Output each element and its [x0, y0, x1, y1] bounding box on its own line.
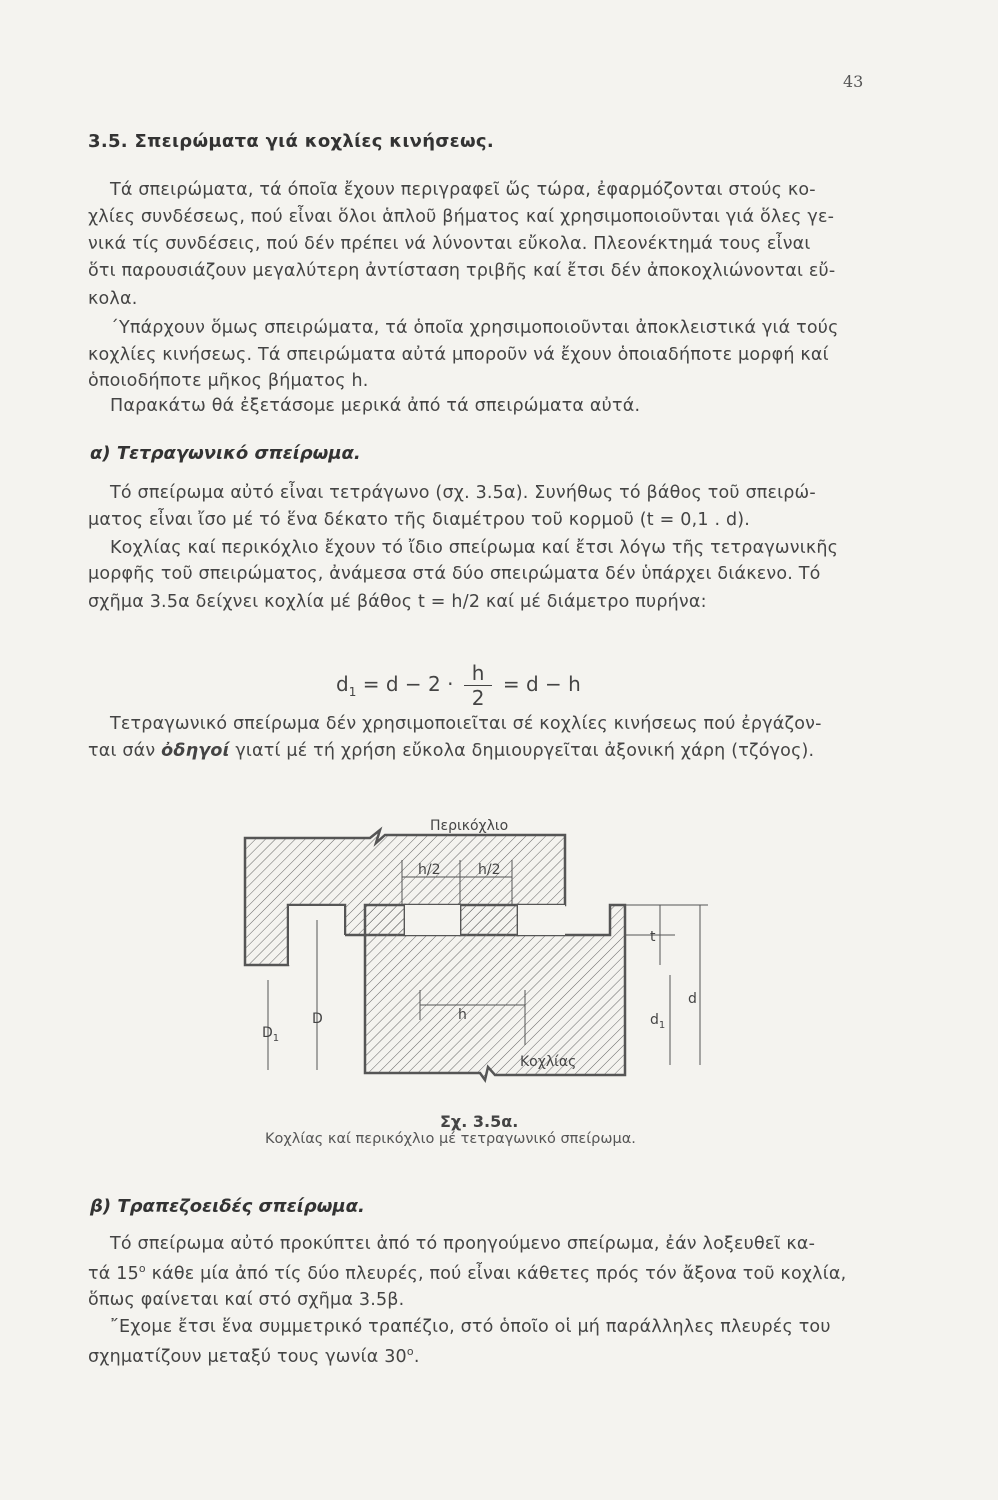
square-line: Κοχλίας καί περικόχλιο ἔχουν τό ἴδιο σπείρωμα καί ἔτσι λόγω τῆς τετραγωνικῆς	[110, 538, 839, 558]
emphasis-odigoi: ὀδηγοί	[161, 741, 230, 761]
text-segment: .	[413, 1346, 420, 1367]
intro-line: Τά σπειρώματα, τά όποῖα ἔχουν περιγραφεῖ ὥς τώρα, ἐφαρμόζονται στούς κο-	[110, 180, 816, 200]
intro-line: χλίες συνδέσεως, πού εἶναι ὅλοι ἁπλοῦ βήματος καί χρησιμοποιοῦνται γιά ὅλες γε-	[88, 207, 835, 227]
label-D1: $D_1$	[262, 1025, 280, 1044]
text-segment: γιατί μέ τή χρήση εὔκολα δημιουργεῖται ἀξονική χάρη (τζόγος).	[229, 741, 815, 761]
page-number: 43	[843, 72, 864, 91]
square-after-line: Τετραγωνικό σπείρωμα δέν χρησιμοποιεῖται σέ κοχλίες κινήσεως πού ἐργάζον-	[110, 714, 822, 734]
figure-caption-number: Σχ. 3.5α.	[440, 1112, 519, 1131]
label-d1: $d_1$	[650, 1012, 666, 1031]
formula-lhs: d	[336, 672, 349, 696]
formula-rhs: = d − h	[502, 672, 581, 696]
square-line: μορφῆς τοῦ σπειρώματος, ἀνάμεσα στά δύο σπειρώματα δέν ὑπάρχει διάκενο. Τό	[88, 564, 821, 584]
trapezoid-line: Τό σπείρωμα αὐτό προκύπτει ἀπό τό προηγούμενο σπείρωμα, ἐάν λοξευθεῖ κα-	[110, 1234, 816, 1254]
square-line: σχῆμα 3.5α δείχνει κοχλία μέ βάθος t = h/2 καί μέ διάμετρο πυρήνα:	[88, 592, 707, 612]
trapezoid-line: ὅπως φαίνεται καί στό σχῆμα 3.5β.	[88, 1290, 405, 1310]
formula-middle: = d − 2 ·	[362, 672, 454, 696]
intro-line: ὁποιοδήποτε μῆκος βήματος h.	[88, 371, 369, 391]
trapezoid-line	[88, 1262, 846, 1284]
formula-lhs-subscript: 1	[348, 685, 357, 699]
intro-line: ὅτι παρουσιάζουν μεγαλύτερη ἀντίσταση τριβῆς καί ἔτσι δέν ἀποκοχλιώνονται εὔ-	[88, 261, 836, 281]
label-h: h	[458, 1007, 467, 1023]
trapezoid-line	[88, 1345, 420, 1367]
label-t: t	[650, 929, 656, 945]
square-after-line	[88, 741, 814, 761]
text-segment: τά 15	[88, 1263, 139, 1284]
label-d: d	[688, 991, 697, 1007]
label-screw: Κοχλίας	[520, 1054, 577, 1070]
formula	[336, 661, 581, 710]
intro-line: κολα.	[88, 289, 138, 309]
label-h-half-2: h/2	[478, 862, 501, 878]
intro-line: ΄Υπάρχουν ὅμως σπειρώματα, τά ὁποῖα χρησιμοποιοῦνται ἀποκλειστικά γιά τούς	[110, 318, 839, 338]
formula-denominator: 2	[471, 686, 485, 710]
text-segment: κάθε μία ἀπό τίς δύο πλευρές, πού εἶναι κάθετες πρός τόν ἄξονα τοῦ κοχλία,	[145, 1263, 847, 1284]
square-thread-title: α) Τετραγωνικό σπείρωμα.	[90, 443, 361, 464]
intro-line: Παρακάτω θά ἐξετάσομε μερικά ἀπό τά σπειρώματα αὐτά.	[110, 396, 641, 416]
text-segment: σχηματίζουν μεταξύ τους γωνία 30	[88, 1346, 407, 1367]
trapezoid-line: ῎Εχομε ἔτσι ἕνα συμμετρικό τραπέζιο, στό ὁποῖο οἱ μή παράλληλες πλευρές του	[110, 1317, 831, 1337]
formula-numerator: h	[464, 661, 493, 686]
trapezoid-thread-title: β) Τραπεζοειδές σπείρωμα.	[90, 1196, 365, 1217]
figure-caption-text: Κοχλίας καί περικόχλιο μέ τετραγωνικό σπείρωμα.	[265, 1131, 636, 1147]
screw-body	[365, 905, 625, 1080]
label-D: D	[312, 1011, 323, 1027]
label-nut: Περικόχλιο	[430, 818, 509, 834]
degree-superscript: ο	[138, 1262, 146, 1275]
intro-line: νικά τίς συνδέσεις, πού δέν πρέπει νά λύνονται εὔκολα. Πλεονέκτημά τους εἶναι	[88, 234, 811, 254]
square-line: Τό σπείρωμα αὐτό εἶναι τετράγωνο (σχ. 3.5α). Συνήθως τό βάθος τοῦ σπειρώ-	[110, 483, 816, 503]
intro-line: κοχλίες κινήσεως. Τά σπειρώματα αὐτά μποροῦν νά ἔχουν ὁποιαδήποτε μορφή καί	[88, 345, 829, 365]
text-segment: ται σάν	[88, 741, 162, 761]
formula-fraction	[464, 661, 493, 710]
square-thread-figure	[230, 805, 730, 1095]
degree-superscript: ο	[406, 1345, 414, 1358]
square-line: ματος εἶναι ἴσο μέ τό ἕνα δέκατο τῆς διαμέτρου τοῦ κορμοῦ (t = 0,1 . d).	[88, 510, 751, 530]
section-title: 3.5. Σπειρώματα γιά κοχλίες κινήσεως.	[88, 131, 495, 152]
label-h-half-1: h/2	[418, 862, 441, 878]
